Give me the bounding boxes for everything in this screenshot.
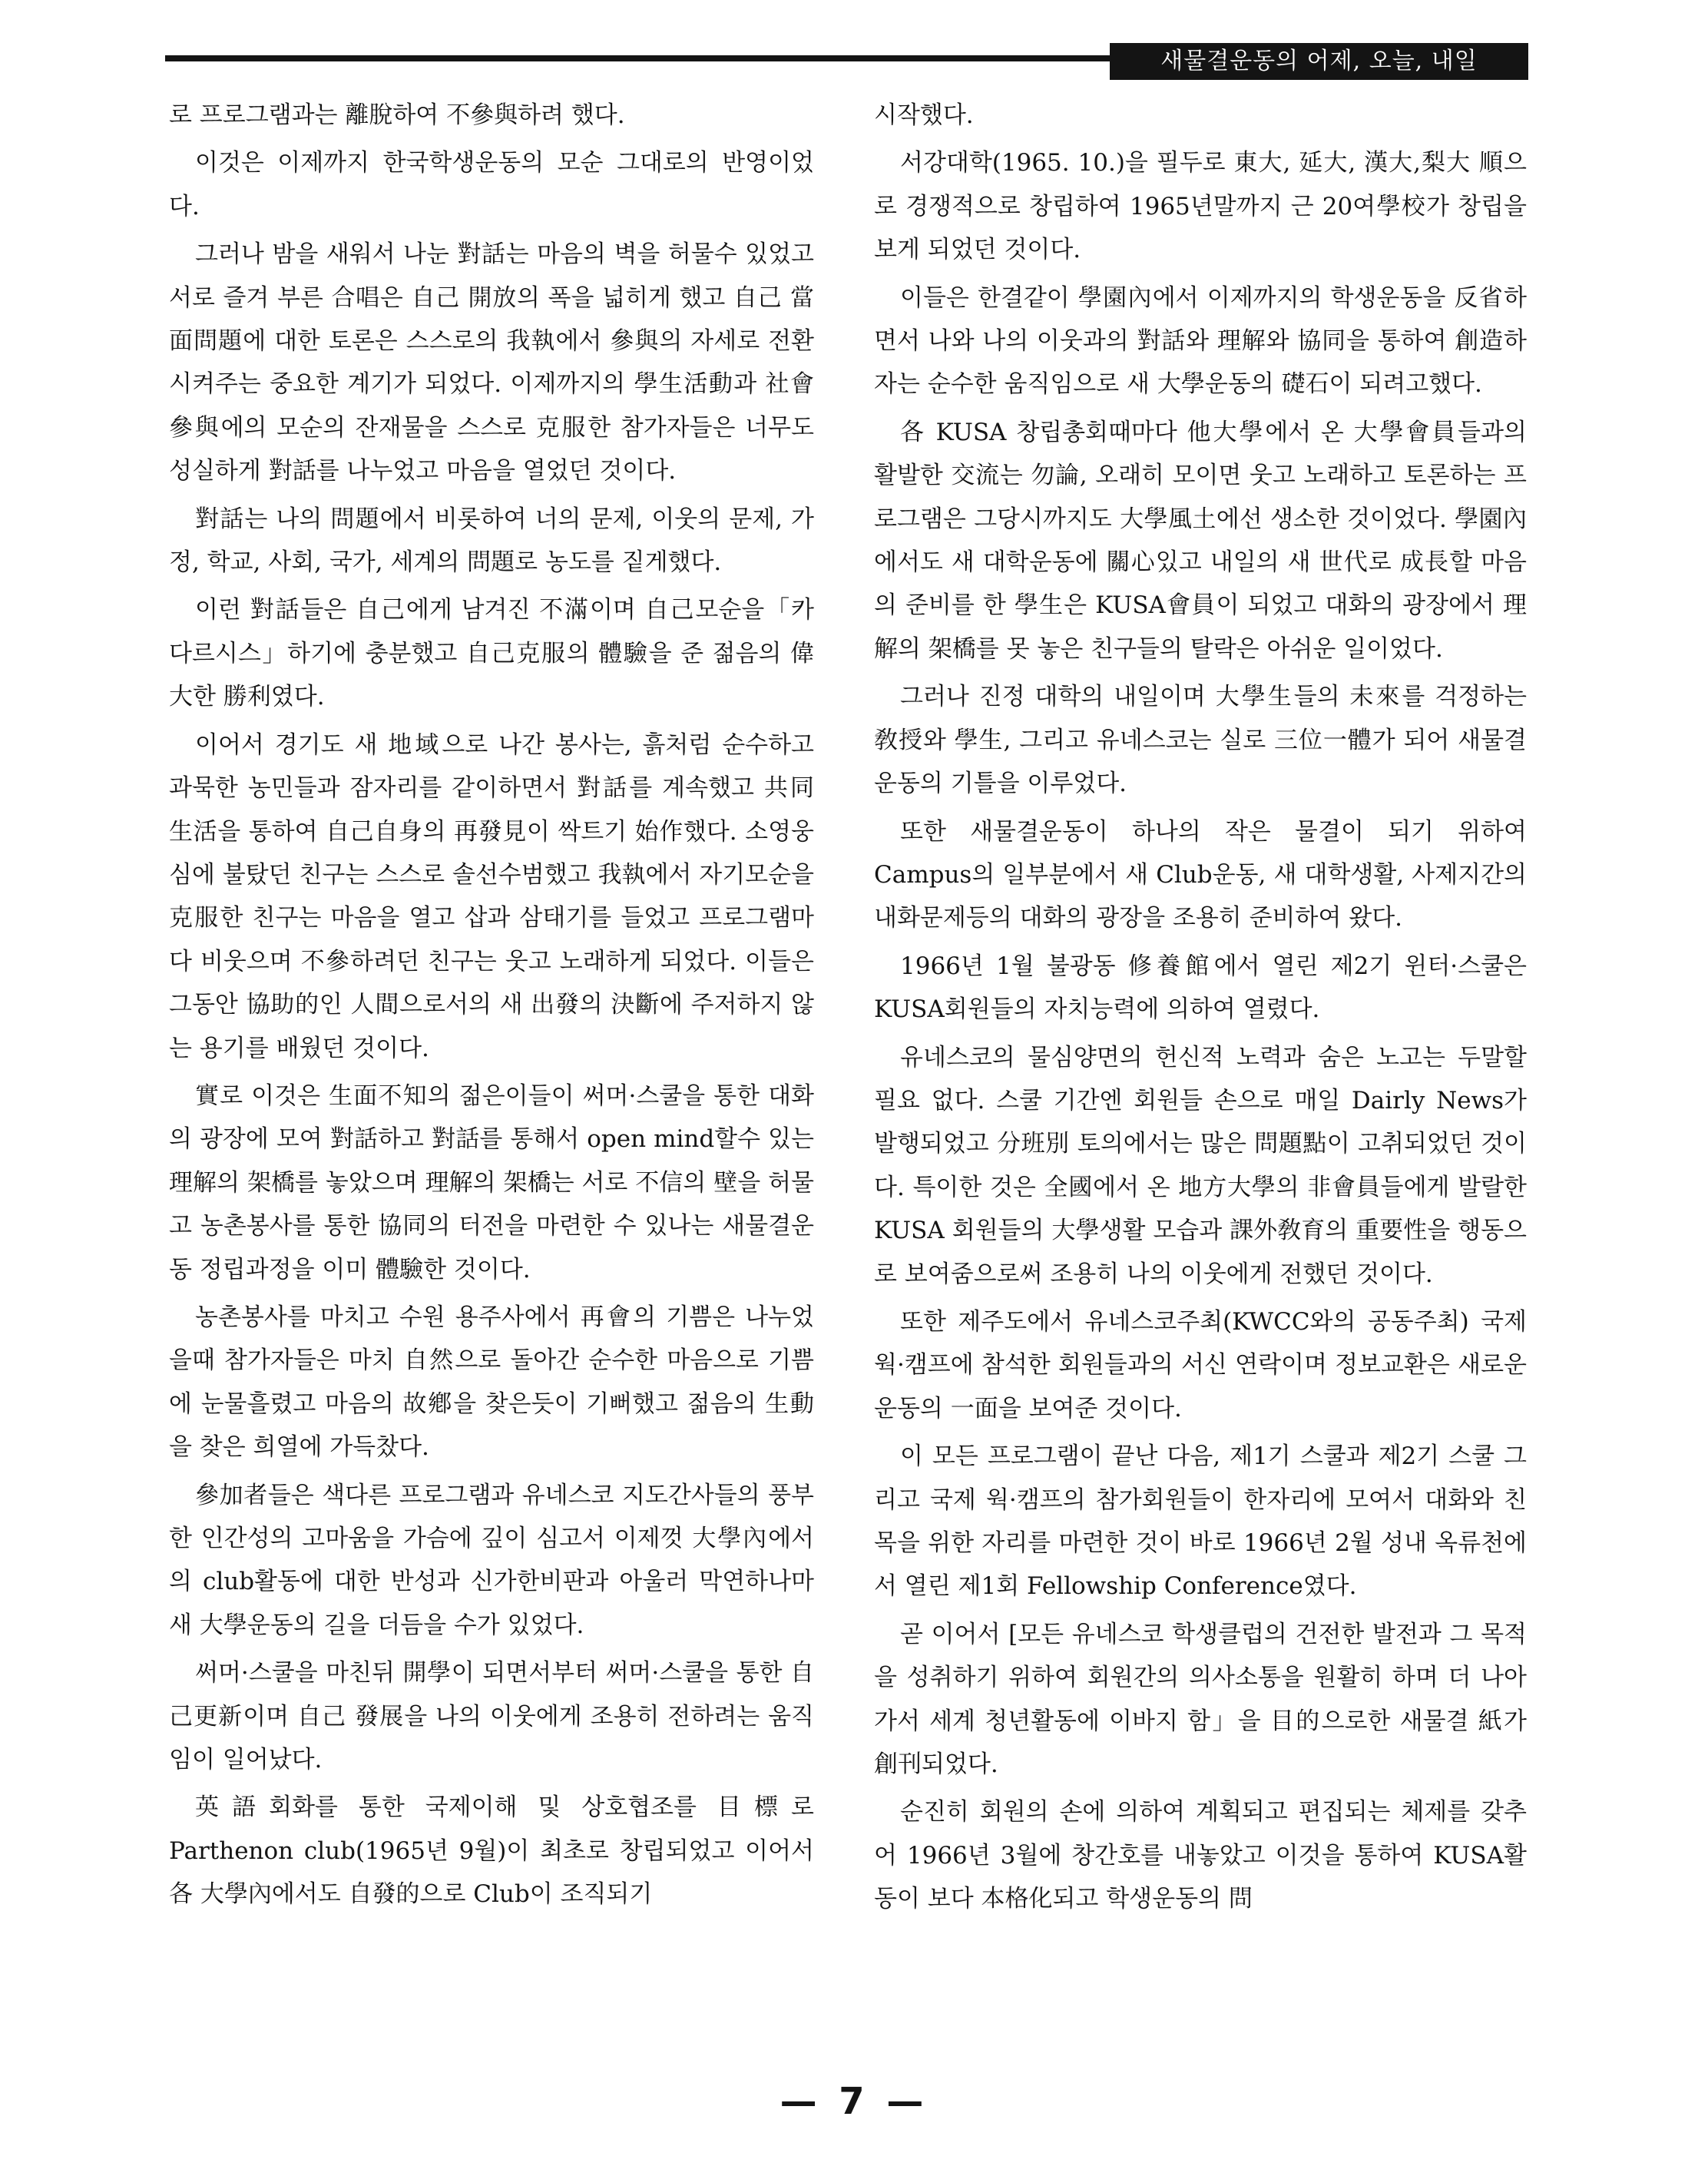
right-column	[874, 94, 1527, 1926]
left-column	[169, 94, 814, 1921]
paragraph: 써머·스쿨을 마친뒤 開學이 되면서부터 써머·스쿨을 통한 自己更新이며 自己 發展을 나의 이웃에게 조용히 전하려는 움직임이 일어났다.	[169, 1659, 814, 1774]
paragraph: 서강대학(1965. 10.)을 필두로 東大, 延大, 漢大,梨大 順으로 경쟁적으로 창립하여 1965년말까지 근 20여學校가 창립을 보게 되었던 것이다.	[874, 149, 1527, 264]
paragraph: 英語회화를 통한 국제이해 및 상호협조를 目標로 Parthenon club(1965년 9월)이 최초로 창립되었고 이어서 各 大學內에서도 自發的으로 Club이 조직되기	[169, 1793, 814, 1909]
paragraph: 로 프로그램과는 離脫하여 不參與하려 했다.	[169, 101, 625, 129]
paragraph: 各 KUSA 창립총회때마다 他大學에서 온 大學會員들과의 활발한 交流는 勿論, 오래히 모이면 웃고 노래하고 토론하는 프로그램은 그당시까지도 大學風土에선 생소한 것이었다. 學園內에서도 새 대학운동에 關心있고 내일의 새 世代로 成長할 마음의 준비를 한 學生은 KUSA會員이 되었고 대화의 광장에서 理解의 架橋를 못 놓은 친구들의 탈락은 아쉬운 일이었다.	[874, 418, 1527, 663]
paragraph: 그러나 밤을 새워서 나눈 對話는 마음의 벽을 허물수 있었고 서로 즐겨 부른 合唱은 自己 開放의 폭을 넓히게 했고 自己 當面問題에 대한 토론은 스스로의 我執에서 參與의 자세로 전환 시켜주는 중요한 계기가 되었다. 이제까지의 學生活動과 社會參與에의 모순의 잔재물을 스스로 克服한 참가자들은 너무도 성실하게 對話를 나누었고 마음을 열었던 것이다.	[169, 240, 814, 485]
paragraph: 시작했다.	[874, 101, 974, 129]
paragraph: 이것은 이제까지 한국학생운동의 모순 그대로의 반영이었다.	[169, 149, 814, 220]
paragraph: 1966년 1월 불광동 修養館에서 열린 제2기 윈터·스쿨은 KUSA회원들의 자치능력에 의하여 열렸다.	[874, 952, 1527, 1024]
paragraph: 參加者들은 색다른 프로그램과 유네스코 지도간사들의 풍부한 인간성의 고마움을 가슴에 깊이 심고서 이제껏 大學內에서의 club활동에 대한 반성과 신가한비판과 아울러 막연하나마 새 大學운동의 길을 더듬을 수가 있었다.	[169, 1481, 814, 1639]
paragraph: 實로 이것은 生面不知의 젊은이들이 써머·스쿨을 통한 대화의 광장에 모여 對話하고 對話를 통해서 open mind할수 있는 理解의 架橋를 놓았으며 理解의 架橋는 서로 不信의 壁을 허물고 농촌봉사를 통한 協同의 터전을 마련한 수 있나는 새물결운동 정립과정을 이미 體驗한 것이다.	[169, 1081, 814, 1283]
header-rule	[165, 55, 1110, 61]
running-header: 새물결운동의 어제, 오늘, 내일	[1110, 43, 1528, 80]
paragraph: 유네스코의 물심양면의 헌신적 노력과 숨은 노고는 두말할 필요 없다. 스쿨 기간엔 회원들 손으로 매일 Dairly News가 발행되었고 分班別 토의에서는 많은 問題點이 고취되었던 것이다. 특이한 것은 全國에서 온 地方大學의 非會員들에게 발랄한 KUSA 회원들의 大學생활 모습과 課外敎育의 重要性을 행동으로 보여줌으로써 조용히 나의 이웃에게 전했던 것이다.	[874, 1043, 1527, 1288]
paragraph: 이 모든 프로그램이 끝난 다음, 제1기 스쿨과 제2기 스쿨 그리고 국제 웍·캠프의 참가회원들이 한자리에 모여서 대화와 친목을 위한 자리를 마련한 것이 바로 1966년 2월 성내 옥류천에서 열린 제1회 Fellowship Conference였다.	[874, 1442, 1527, 1601]
paragraph: 또한 새물결운동이 하나의 작은 물결이 되기 위하여 Campus의 일부분에서 새 Club운동, 새 대학생활, 사제지간의 내화문제등의 대화의 광장을 조용히 준비하여 왔다.	[874, 817, 1527, 932]
paragraph: 그러나 진정 대학의 내일이며 大學生들의 未來를 걱정하는 敎授와 學生, 그리고 유네스코는 실로 三位一體가 되어 새물결운동의 기틀을 이루었다.	[874, 683, 1527, 798]
paragraph: 對話는 나의 問題에서 비롯하여 너의 문제, 이웃의 문제, 가정, 학교, 사회, 국가, 세계의 問題로 농도를 짙게했다.	[169, 505, 814, 577]
paragraph: 농촌봉사를 마치고 수원 용주사에서 再會의 기쁨은 나누었을때 참가자들은 마치 自然으로 돌아간 순수한 마음으로 기쁨에 눈물흘렸고 마음의 故鄕을 찾은듯이 기뻐했고 젊음의 生動을 찾은 희열에 가득찼다.	[169, 1303, 814, 1462]
paragraph: 이런 對話들은 自己에게 남겨진 不滿이며 自己모순을「카다르시스」하기에 충분했고 自己克服의 體驗을 준 젊음의 偉大한 勝利였다.	[169, 596, 814, 711]
paragraph: 순진히 회원의 손에 의하여 계획되고 편집되는 체제를 갖추어 1966년 3월에 창간호를 내놓았고 이것을 통하여 KUSA활동이 보다 本格化되고 학생운동의 問	[874, 1798, 1527, 1913]
page-number: — 7 —	[780, 2080, 928, 2123]
paragraph: 또한 제주도에서 유네스코주최(KWCC와의 공동주최) 국제 웍·캠프에 참석한 회원들과의 서신 연락이며 정보교환은 새로운 운동의 一面을 보여준 것이다.	[874, 1307, 1527, 1423]
paragraph: 이들은 한결같이 學園內에서 이제까지의 학생운동을 反省하면서 나와 나의 이웃과의 對話와 理解와 協同을 통하여 創造하자는 순수한 움직임으로 새 大學운동의 礎石이 되려고했다.	[874, 283, 1527, 399]
paragraph: 곧 이어서 [모든 유네스코 학생클럽의 건전한 발전과 그 목적을 성취하기 위하여 회원간의 의사소통을 원활히 하며 더 나아가서 세계 청년활동에 이바지 함」을 目的으로한 새물결 紙가 創刊되었다.	[874, 1620, 1527, 1779]
paragraph: 이어서 경기도 새 地域으로 나간 봉사는, 흙처럼 순수하고 과묵한 농민들과 잠자리를 같이하면서 對話를 계속했고 共同生活을 통하여 自己自身의 再發見이 싹트기 始作했다. 소영웅심에 불탔던 친구는 스스로 솔선수범했고 我執에서 자기모순을 克服한 친구는 마음을 열고 삽과 삼태기를 들었고 프로그램마다 비웃으며 不參하려던 친구는 웃고 노래하게 되었다. 이들은 그동안 協助的인 人間으로서의 새 出發의 決斷에 주저하지 않는 용기를 배웠던 것이다.	[169, 730, 814, 1062]
